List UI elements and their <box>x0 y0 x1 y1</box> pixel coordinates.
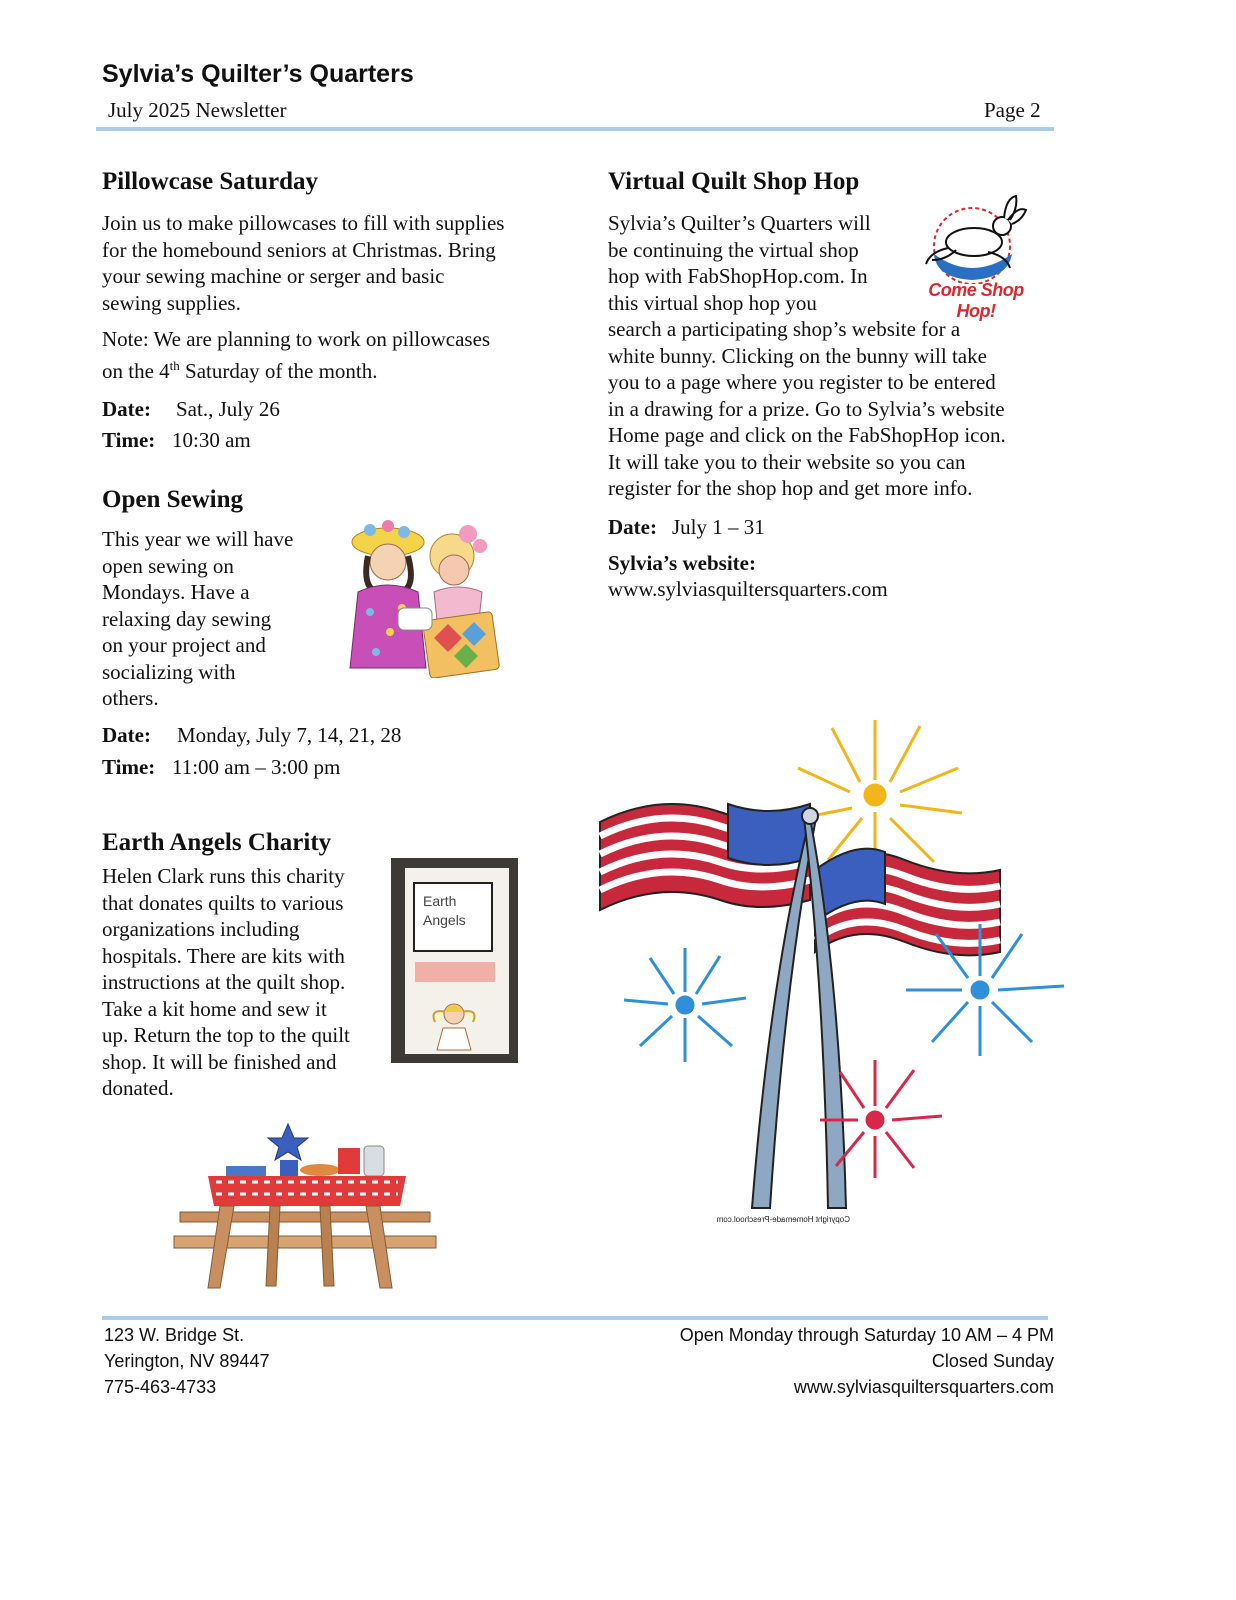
shop-hop-line: search a participating shop’s website for a <box>608 317 961 341</box>
open-sewing-line: on your project and <box>102 633 266 657</box>
pillowcase-note-line2: on the 4th Saturday of the month. <box>102 357 378 383</box>
shop-hop-website-label: Sylvia’s website: <box>608 550 756 575</box>
flag-left-icon <box>600 804 810 910</box>
shop-hop-line: be continuing the virtual shop <box>608 237 859 262</box>
newsletter-shop-name: Sylvia’s Quilter’s Quarters <box>102 60 414 88</box>
pillowcase-date: Date: Sat., July 26 <box>102 397 280 421</box>
open-sewing-line: relaxing day sewing <box>102 606 272 631</box>
footer-phone: 775-463-4733 <box>104 1377 217 1397</box>
hat-icon <box>280 1160 298 1176</box>
shop-hop-line: you to a page where you register to be entered <box>608 370 996 394</box>
flag-right-icon <box>815 849 1000 956</box>
shop-hop-line: Sylvia’s Quilter’s Quarters will <box>608 211 871 235</box>
pillowcase-time: Time: 10:30 am <box>102 428 251 452</box>
earth-angels-line: instructions at the quilt shop. <box>102 970 346 994</box>
earth-angels-line: up. Return the top to the quilt <box>102 1023 350 1047</box>
footer-address <box>104 1322 269 1400</box>
shop-hop-line: hop with FabShopHop.com. In <box>608 264 868 288</box>
open-sewing-date: Date: Monday, July 7, 14, 21, 28 <box>102 722 402 747</box>
earth-angels-title: Earth Angels Charity <box>102 829 332 856</box>
firework-blue-left-icon <box>624 948 746 1062</box>
pillowcase-title: Pillowcase Saturday <box>102 168 318 195</box>
open-sewing-title: Open Sewing <box>102 486 244 513</box>
shop-hop-date: Date: July 1 – 31 <box>608 514 765 539</box>
open-sewing-line: This year we will have <box>102 527 294 551</box>
open-sewing-line: socializing with <box>102 659 236 684</box>
pillowcase-section <box>102 168 552 453</box>
earth-angels-sign <box>413 882 493 952</box>
pillowcase-line: Join us to make pillowcases to fill with supplies <box>102 211 505 235</box>
picnic-table-illustration <box>170 1120 440 1295</box>
earth-angels-sign-line1: Earth <box>423 893 457 909</box>
food-plate-icon <box>300 1164 340 1176</box>
earth-angels-line: Take a kit home and sew it <box>102 996 327 1021</box>
pitcher-icon <box>364 1146 384 1176</box>
quilting-ladies-illustration <box>340 512 502 678</box>
shop-hop-line: Home page and click on the FabShopHop icon. <box>608 423 1006 447</box>
firework-yellow-icon <box>798 720 962 862</box>
earth-angels-line: that donates quilts to various <box>102 890 344 915</box>
page-number: Page 2 <box>984 98 1041 122</box>
open-sewing-line: Mondays. Have a <box>102 580 250 604</box>
shop-hop-line: this virtual shop hop you <box>608 290 817 315</box>
shop-hop-website-link[interactable]: www.sylviasquiltersquarters.com <box>608 576 888 601</box>
footer-open-hours: Open Monday through Saturday 10 AM – 4 PM <box>679 1325 1054 1345</box>
footer-website-link[interactable]: www.sylviasquiltersquarters.com <box>793 1377 1054 1397</box>
open-sewing-time: Time: 11:00 am – 3:00 pm <box>102 754 341 779</box>
footer-hours <box>604 1322 1054 1400</box>
earth-angels-line: Helen Clark runs this charity <box>102 864 345 888</box>
fabshophop-logo[interactable] <box>912 192 1036 321</box>
shop-hop-line: register for the shop hop and get more info. <box>608 476 973 500</box>
shop-hop-title: Virtual Quilt Shop Hop <box>608 168 860 195</box>
logo-text: Come Shop Hop! <box>928 280 1024 321</box>
pillowcase-line: for the homebound seniors at Christmas. Bring <box>102 237 496 262</box>
earth-angels-section <box>102 829 392 1102</box>
footer-rule <box>102 1316 1048 1320</box>
napkin-icon <box>226 1166 266 1176</box>
earth-angels-line: donated. <box>102 1076 174 1100</box>
star-icon <box>268 1124 308 1160</box>
earth-angels-line: hospitals. There are kits with <box>102 943 345 968</box>
bench-front-icon <box>174 1236 436 1248</box>
pillowcase-note: Note: We are planning to work on pillowcases <box>102 327 491 351</box>
shop-hop-line: It will take you to their website so you can <box>608 449 966 474</box>
shop-hop-line: in a drawing for a prize. Go to Sylvia’s website <box>608 396 1005 421</box>
earth-angels-line: shop. It will be finished and <box>102 1049 337 1074</box>
cup-icon <box>338 1148 360 1174</box>
footer-closed: Closed Sunday <box>931 1351 1054 1371</box>
bunny-icon <box>912 192 1036 284</box>
newsletter-issue: July 2025 Newsletter <box>108 98 287 122</box>
open-sewing-line: open sewing on <box>102 553 234 578</box>
flag-credit: Copyright Homemade-Preschool.com <box>716 1215 850 1224</box>
header-rule <box>96 127 1054 131</box>
footer-address-line: 123 W. Bridge St. <box>104 1325 245 1345</box>
angel-icon <box>429 998 479 1052</box>
earth-angels-sign-line2: Angels <box>423 912 466 928</box>
flags-fireworks-illustration <box>590 700 1080 1240</box>
open-sewing-line: others. <box>102 686 159 710</box>
earth-angels-photo <box>391 858 518 1063</box>
footer-address-line: Yerington, NV 89447 <box>104 1351 270 1371</box>
pillowcase-line: sewing supplies. <box>102 290 241 315</box>
earth-angels-label <box>415 962 495 982</box>
earth-angels-line: organizations including <box>102 917 300 941</box>
pillowcase-line: your sewing machine or serger and basic <box>102 264 445 288</box>
shop-hop-line: white bunny. Clicking on the bunny will take <box>608 343 987 368</box>
